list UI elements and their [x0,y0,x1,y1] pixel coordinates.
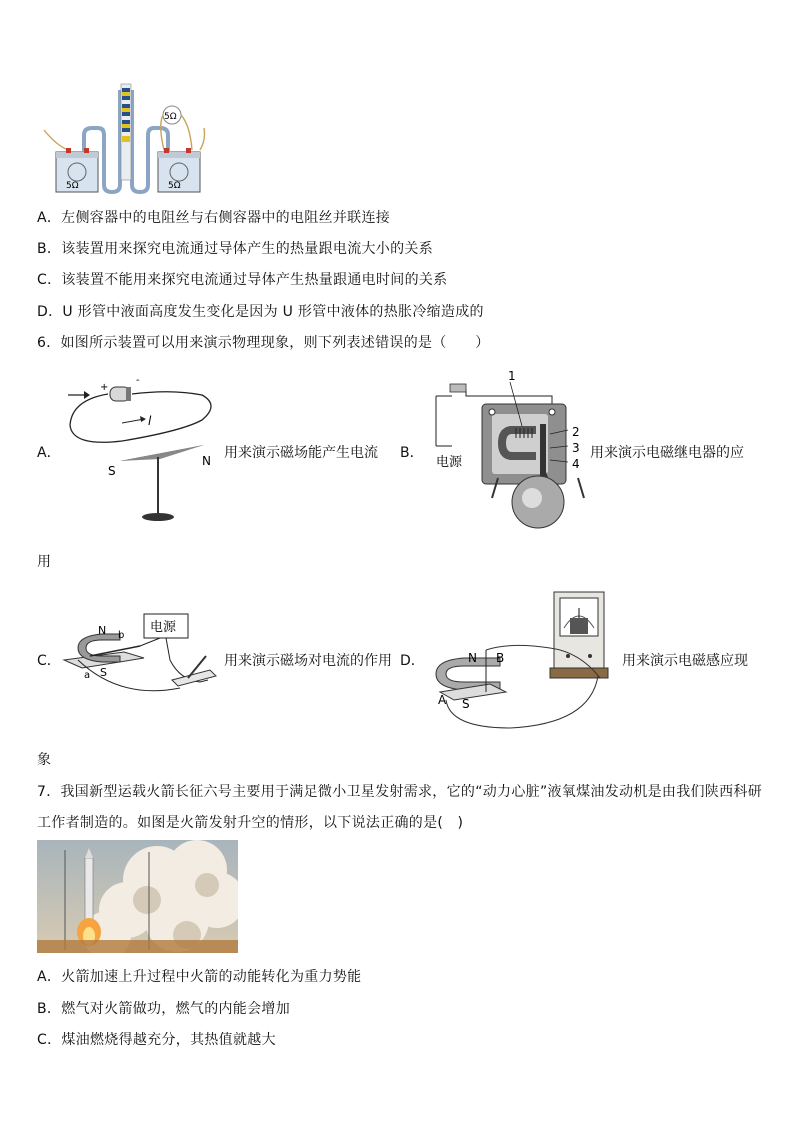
motor-a: a [84,670,91,681]
induction-s: S [462,697,470,711]
q6-stem: 6．如图所示装置可以用来演示物理现象，则下列表述错误的是（ ） [37,335,490,351]
q6-option-c-label: C． [37,653,61,669]
q7-option-a: A．火箭加速上升过程中火箭的动能转化为重力势能 [37,969,362,985]
joule-heat-apparatus-figure [40,80,210,198]
compass-s: S [108,464,116,478]
compass-n: N [202,454,211,468]
relay-label-1: 1 [508,369,516,383]
q7-option-c: C．煤油燃烧得越充分，其热值就越大 [37,1032,276,1048]
q5-option-b: B．该装置用来探究电流通过导体产生的热量跟电流大小的关系 [37,241,434,257]
q5-option-d: D．U 形管中液面高度发生变化是因为 U 形管中液体的热胀冷缩造成的 [37,304,484,320]
motor-n: N [98,624,107,637]
current-label: l [148,414,152,428]
q7-stem-line1: 7．我国新型运载火箭长征六号主要用于满足微小卫星发射需求，它的“动力心脏”液氧煤油发动机是由我们陕西科研 [37,784,763,800]
motor-power-label: 电源 [150,620,177,635]
top-resistor-label: 5Ω [164,112,177,122]
q5-option-c: C．该装置不能用来探究电流通过导体产生热量跟通电时间的关系 [37,272,448,288]
left-resistor-label: 5Ω [66,181,79,191]
motor-b: b [118,630,125,641]
q6-option-a-text: 用来演示磁场能产生电流 [224,445,378,461]
induction-a: A [438,693,447,707]
battery-plus: + [100,382,109,393]
q6-option-c-text: 用来演示磁场对电流的作用 [224,653,392,669]
q7-stem-line2: 工作者制造的。如图是火箭发射升空的情形，以下说法正确的是( ) [37,815,464,831]
q6-option-a-label: A． [37,445,61,461]
q6-option-d-text: 用来演示电磁感应现 [622,653,748,669]
q6-option-d-wrap: 象 [37,752,52,768]
induction-b: B [496,651,505,665]
q7-option-b: B．燃气对火箭做功，燃气的内能会增加 [37,1001,291,1017]
electromagnetic-relay-figure [428,368,593,530]
relay-label-4: 4 [572,457,580,471]
motor-s: S [100,666,107,679]
motor-principle-figure [60,610,225,700]
q6-option-b-wrap: 用 [37,554,52,570]
q6-option-d-label: D． [400,653,425,669]
relay-label-2: 2 [572,425,580,439]
q5-option-a: A．左侧容器中的电阻丝与右侧容器中的电阻丝并联连接 [37,210,391,226]
relay-power-label: 电源 [436,455,463,470]
induction-n: N [468,651,477,665]
rocket-launch-photo [37,840,238,953]
q6-option-b-text: 用来演示电磁继电器的应 [590,445,744,461]
q6-option-b-label: B． [400,445,424,461]
battery-minus: - [136,375,140,386]
oersted-experiment-figure [62,375,222,525]
relay-label-3: 3 [572,441,580,455]
electromagnetic-induction-figure [430,588,620,738]
right-resistor-label: 5Ω [168,181,181,191]
